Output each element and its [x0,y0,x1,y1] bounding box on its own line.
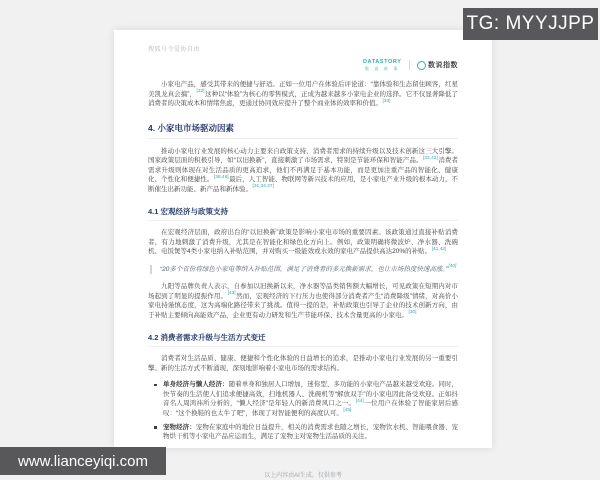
paragraph [148,147,458,195]
text-run: 随着单身和独居人口增加，迷你型、多功能的小家电产品越来越受欢迎。同时，快节奏的生活使人们追求便捷高效，扫地机器人、洗碗机等“解放双手”的小家电因此备受欢迎。正如抖音名人周鸿祎所分析的，“懒人经济”是年轻人的新消费风口之一。 [163,381,459,407]
paragraph [148,80,458,109]
citation-ref[interactable]: [43] [227,291,236,297]
text-run: 在宏观经济层面，政府出台的“以旧换新”政策是影响小家电市场的重要因素。该政策通过直接补贴消费者，有力地刺激了消费升级，尤其是在智能化和绿色化方向上。例如，政策明确将微波炉、净水器、洗碗机、电饭煲等4类小家电纳入补贴范围，并对购买一级能效或水效的家电产品提供高达20%的补贴。 [148,229,458,255]
citation-ref[interactable]: [30] [408,310,417,316]
index-logo-ring-icon [417,61,426,70]
citation-ref[interactable]: [33] [382,98,391,104]
list-item-lead: 单身经济与懒人经济： [163,381,229,388]
text-run: 然而，宏观经济的下行压力也使得部分消费者产生“消费降级”情绪，对高价小家电持谨慎态度，这为高端化路径带来了挑战。值得一提的是，补贴政策也引导了企业的技术创新方向，由于补贴主要倾向高能效产品，企业更有动力研发和生产节能环保、技术含量更高的小家电。 [148,292,458,319]
citation-ref[interactable]: [44] [355,398,364,404]
datastory-logo-text: DATASTORY [362,58,402,65]
text-run: 消费者对生活品质、健康、便捷和个性化体验的日益增长的追求，是推动小家电行业发展的另一重要引擎。新的生活方式不断涌现，深刻地影响着小家电市场的需求结构。 [148,355,458,372]
citation-ref[interactable]: [32] [196,89,205,95]
list-item-lead: 宠物经济： [163,423,196,431]
logo-divider [409,60,410,70]
index-logo [417,60,459,70]
datastory-logo [363,60,402,71]
index-logo-text: 数说指数 [428,62,458,69]
blockquote [150,265,458,275]
list-item [148,423,458,442]
text-run: 推动小家电行业发展的核心动力主要来自政策支持、消费者需求的持续升级以及技术创新这三大引擎。国家政策层面的积极引导，如“以旧换新”，直接刺激了市场需求，特别是节能环保和智能产品。 [148,147,458,164]
subsection-heading: 4.2 消费者需求升级与生活方式变迁 [148,332,458,347]
text-run: 宠物在家庭中的地位日益提升，相关的消费需求也随之增长，宠物饮水机、智能喂食器、宠物烘干机等小家电产品应运而生，满足了宠物主对宠物生活品质的关注。 [163,423,459,440]
text-run: “20多个省份将绿色小家电等纳入补贴范围，满足了消费者的多元换新需求，也让市场热度快速高涨。” [160,265,448,273]
subsection-heading: 4.1 宏观经济与政策支持 [148,206,458,221]
citation-ref[interactable]: [45] [343,408,352,414]
list-item [148,380,458,418]
document-content [148,80,458,479]
datastory-logo-subtext: 数 说 故 事 [364,65,400,71]
text-run: 小家电产品，感受其带来的便捷与舒适。正如一位用户在体验后评论道：“靠体验和生态留住顾客，红星美凯龙真会搞”， [148,81,458,98]
citation-ref[interactable]: [32,43] [423,155,438,161]
text-run: 最后，人工智能、物联网等新兴技术的应用，是小家电产业升级的根本动力，不断催生出新功能、新产品和新体验。 [148,176,459,193]
telegram-watermark-badge: TG: MYYJJPP [463,8,598,40]
citation-ref[interactable]: [41,42] [431,246,447,252]
citation-ref[interactable]: [40] [448,264,457,270]
document-page [114,30,492,479]
paragraph [148,354,458,373]
paragraph [148,228,458,257]
text-run: 这种以“体验”为核心的零售模式，正成为越来越多小家电企业的选择。它不仅显著降低了消费者的决策成本和情绪焦虑，更通过协同效应提升了整个商业体的效率和价值。 [148,90,458,107]
page-watermark-text: 搜狐号令爱协自由 [148,47,201,53]
citation-ref[interactable]: [39,46] [213,174,229,180]
text-run: 一位用户在体验了智能家居后感叹：“这个换鞋的也太牛了吧”，体现了对智能便利的高度认可。 [163,400,458,417]
paragraph [148,282,458,320]
citation-ref[interactable]: [31,34,37] [252,184,274,190]
report-header-logos [148,57,458,73]
website-watermark-badge: www.lianceyiqi.com [0,447,166,475]
text-run: 九阳等品牌负责人表示，自参加以旧换新以来，净水器等品类销售额大幅增长，可见政策在短期内对市场起到了明显的提振作用。 [148,283,458,300]
section-heading: 4. 小家电市场驱动因素 [148,122,458,139]
ai-disclaimer-note: 以上内容由AI生成，仅供参考 [264,472,342,479]
text-run: 消费者需求升级则体现在对生活品质的更高追求，他们不再满足于基本功能，而是更加注重产品的智能化、健康化、个性化和便捷性。 [148,157,458,183]
